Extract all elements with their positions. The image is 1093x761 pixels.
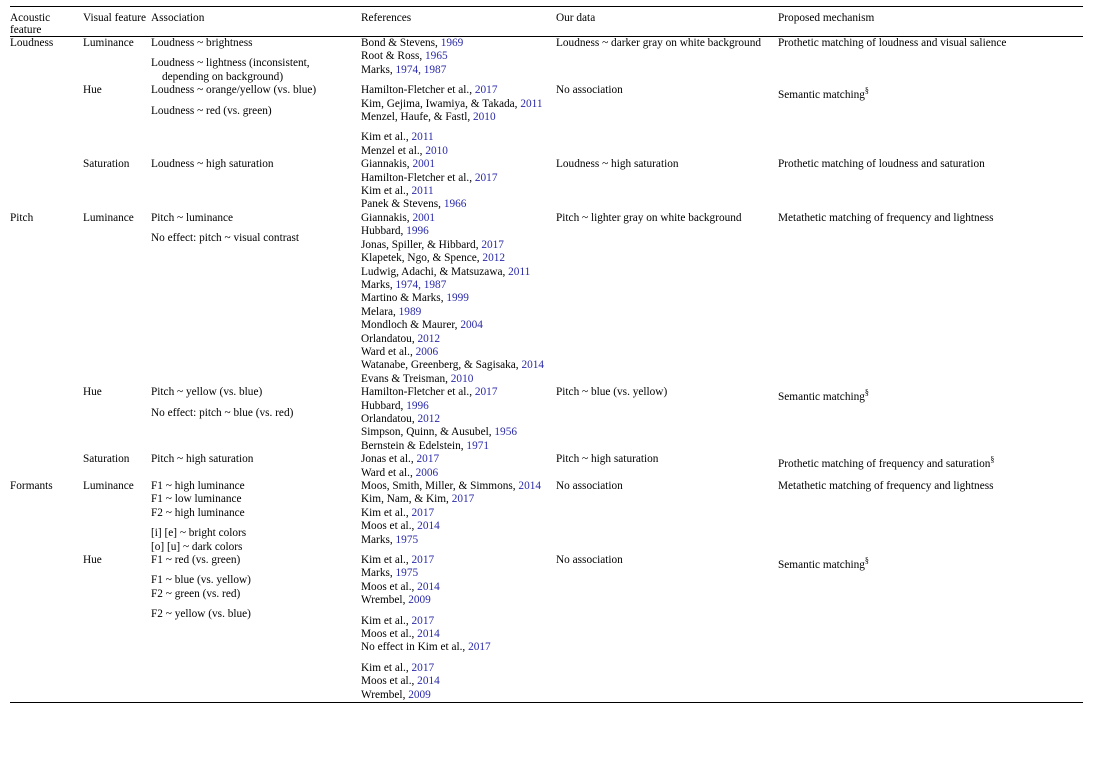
association-line: Loudness ~ red (vs. green) [151,104,272,117]
reference-entry: Orlandatou, 2012 [361,332,441,345]
reference-entry: Marks, 1975 [361,533,419,546]
reference-entry: Kim, Gejima, Iwamiya, & Takada, 2011 [361,97,543,110]
cell-proposed-mechanism: Semantic matching§ [778,86,869,101]
spacer [361,124,556,131]
reference-year-link[interactable]: 2014 [521,359,545,372]
reference-entry: Marks, 1974, 1987 [361,278,447,291]
reference-year-link[interactable]: 2009 [408,688,431,701]
reference-entry: Klapetek, Ngo, & Spence, 2012 [361,252,506,265]
reference-year-link[interactable]: 1974, 1987 [395,278,447,291]
reference-year-link[interactable]: 2017 [411,661,435,674]
association-line: F1 ~ low luminance [151,493,242,506]
association-line: F2 ~ high luminance [151,506,245,519]
reference-year-link[interactable]: 2014 [417,628,440,641]
reference-year-link[interactable]: 2012 [417,412,441,425]
reference-year-link[interactable]: 2011 [411,185,434,198]
association-line: F1 ~ blue (vs. yellow) [151,574,251,587]
cell-association [151,386,361,453]
reference-entry: Moos et al., 2014 [361,520,440,533]
reference-year-link[interactable]: 2004 [460,319,483,332]
table-row [10,453,1083,480]
association-line: [o] [u] ~ dark colors [151,540,243,553]
reference-year-link[interactable]: 2017 [416,453,440,466]
reference-year-link[interactable]: 2017 [468,641,491,654]
reference-year-link[interactable]: 2012 [482,252,506,265]
reference-year-link[interactable]: 1996 [406,225,429,238]
cell-our-data: Pitch ~ high saturation [556,453,659,466]
cell-references [361,480,556,554]
reference-entry: Wrembel, 2009 [361,594,431,607]
spacer [151,50,361,57]
reference-entry: Kim et al., 2017 [361,554,435,567]
association-table [10,6,1083,703]
reference-year-link[interactable]: 2017 [481,238,504,251]
cell-references [361,158,556,212]
cell-our-data: No association [556,84,623,97]
reference-year-link[interactable]: 2012 [417,332,441,345]
spacer [361,655,556,662]
reference-year-link[interactable]: 2017 [451,493,475,506]
reference-year-link[interactable]: 1975 [395,533,419,546]
reference-entry: Hamilton-Fletcher et al., 2017 [361,84,498,97]
cell-our-data: Pitch ~ lighter gray on white background [556,211,742,224]
reference-year-link[interactable]: 2014 [417,675,440,688]
cell-acoustic-feature: Pitch [10,211,34,224]
reference-entry: Panek & Stevens, 1966 [361,198,467,211]
table-row [10,554,1083,703]
reference-entry: Kim, Nam, & Kim, 2017 [361,493,475,506]
reference-year-link[interactable]: 2006 [415,345,439,358]
reference-entry: Kim et al., 2017 [361,614,435,627]
reference-entry: Hubbard, 1996 [361,225,429,238]
reference-entry: Marks, 1974, 1987 [361,63,447,76]
reference-year-link[interactable]: 2017 [474,171,498,184]
reference-year-link[interactable]: 2010 [473,111,496,124]
association-line: Pitch ~ high saturation [151,453,254,466]
reference-entry: Wrembel, 2009 [361,688,431,701]
cell-references [361,453,556,480]
cell-references [361,84,556,158]
cell-proposed-mechanism: Semantic matching§ [778,388,869,403]
cell-our-data: Pitch ~ blue (vs. yellow) [556,386,668,399]
cell-proposed-mechanism: Prothetic matching of loudness and saturation [778,158,985,171]
reference-entry: Giannakis, 2001 [361,158,436,171]
cell-our-data: No association [556,480,623,492]
reference-entry: Bernstein & Edelstein, 1971 [361,439,490,452]
cell-proposed-mechanism: Prothetic matching of loudness and visual salience [778,37,1007,49]
cell-visual-feature: Saturation [83,453,130,466]
spacer [151,98,361,105]
cell-references [361,37,556,85]
spacer [151,601,361,608]
reference-year-link[interactable]: 1999 [446,292,469,305]
reference-year-link[interactable]: 1966 [443,198,467,211]
spacer [361,608,556,615]
footnote-marker: § [990,455,995,465]
reference-entry: Melara, 1989 [361,305,422,318]
reference-year-link[interactable]: 2010 [450,372,474,385]
reference-entry: Evans & Treisman, 2010 [361,372,474,385]
cell-visual-feature: Saturation [83,158,130,171]
association-line: depending on background) [162,70,284,83]
reference-entry: Kim et al., 2017 [361,661,435,674]
cell-visual-feature: Luminance [83,480,134,492]
reference-entry: Kim et al., 2011 [361,185,434,198]
association-line: Loudness ~ lightness (inconsistent, [151,57,310,70]
reference-entry: Martino & Marks, 1999 [361,292,469,305]
cell-references [361,212,556,386]
reference-entry: Giannakis, 2001 [361,211,436,224]
reference-entry: Bond & Stevens, 1969 [361,37,464,49]
cell-visual-feature: Luminance [83,211,134,224]
association-line: F1 ~ red (vs. green) [151,554,241,567]
header-proposed-mechanism: Proposed mechanism [778,7,1083,37]
table-body [10,37,1083,703]
table-row [10,386,1083,453]
reference-year-link[interactable]: 2017 [474,386,498,399]
reference-year-link[interactable]: 2017 [474,84,498,97]
cell-association [151,480,361,554]
spacer [151,400,361,407]
association-line: Loudness ~ orange/yellow (vs. blue) [151,84,317,97]
cell-acoustic-feature: Loudness [10,37,54,49]
reference-entry: Jonas et al., 2017 [361,453,440,466]
footnote-marker: § [864,556,869,566]
reference-entry: Moos et al., 2014 [361,675,440,688]
cell-acoustic-feature [10,453,83,480]
reference-entry: Ward et al., 2006 [361,345,439,358]
reference-year-link[interactable]: 2011 [508,265,531,278]
cell-acoustic-feature [10,84,83,158]
table-row [10,37,1083,85]
reference-year-link[interactable]: 1969 [440,37,464,49]
reference-entry: Hubbard, 1996 [361,399,429,412]
reference-year-link[interactable]: 2014 [417,580,440,593]
reference-entry: Kim et al., 2011 [361,131,434,144]
reference-entry: Moos et al., 2014 [361,628,440,641]
reference-entry: Jonas, Spiller, & Hibbard, 2017 [361,238,504,251]
table-bottom-rule [10,703,1083,704]
reference-year-link[interactable]: 1971 [466,439,490,452]
cell-visual-feature: Luminance [83,37,134,49]
header-references: References [361,7,556,37]
spacer [151,520,361,527]
reference-entry: Orlandatou, 2012 [361,412,441,425]
reference-entry: Marks, 1975 [361,567,419,580]
association-line: Pitch ~ luminance [151,211,234,224]
header-association: Association [151,7,361,37]
reference-year-link[interactable]: 2017 [411,614,435,627]
reference-entry: Hamilton-Fletcher et al., 2017 [361,386,498,399]
association-line: Loudness ~ brightness [151,37,253,49]
cell-visual-feature: Hue [83,554,102,567]
reference-entry: Simpson, Quinn, & Ausubel, 1956 [361,426,517,439]
reference-entry: Moos et al., 2014 [361,580,440,593]
cell-proposed-mechanism: Metathetic matching of frequency and lightness [778,480,994,492]
reference-year-link[interactable]: 2014 [518,480,542,492]
cell-acoustic-feature [10,158,83,212]
reference-entry: Root & Ross, 1965 [361,50,448,63]
spacer [151,225,361,232]
reference-year-link[interactable]: 2001 [412,211,436,224]
cell-acoustic-feature [10,554,83,703]
cell-association [151,84,361,158]
association-line: [i] [e] ~ bright colors [151,527,247,540]
reference-entry: Mondloch & Maurer, 2004 [361,319,483,332]
table-row [10,212,1083,386]
reference-year-link[interactable]: 1975 [395,567,419,580]
header-our-data: Our data [556,7,778,37]
header-acoustic-feature: Acoustic feature [10,7,83,37]
reference-entry: Kim et al., 2017 [361,506,435,519]
association-line: F2 ~ yellow (vs. blue) [151,608,251,621]
footnote-marker: § [864,388,869,398]
cell-association [151,158,361,212]
reference-year-link[interactable]: 2011 [520,97,543,110]
cell-association [151,554,361,703]
cell-references [361,554,556,703]
reference-year-link[interactable]: 2010 [425,144,448,157]
reference-entry: Menzel, Haufe, & Fastl, 2010 [361,111,496,124]
cell-our-data: Loudness ~ darker gray on white background [556,37,762,49]
cell-proposed-mechanism: Prothetic matching of frequency and saturation§ [778,455,995,470]
cell-association [151,37,361,85]
cell-proposed-mechanism: Metathetic matching of frequency and lightness [778,211,994,224]
reference-year-link[interactable]: 1974, 1987 [395,63,447,76]
cell-acoustic-feature [10,386,83,453]
cell-visual-feature: Hue [83,386,102,399]
reference-year-link[interactable]: 2014 [417,520,440,533]
reference-year-link[interactable]: 2006 [415,466,439,479]
spacer [151,567,361,574]
cell-association [151,212,361,386]
reference-year-link[interactable]: 2017 [411,554,435,567]
cell-association [151,453,361,480]
cell-proposed-mechanism: Semantic matching§ [778,556,869,571]
table-row [10,158,1083,212]
table-row [10,480,1083,554]
reference-entry: No effect in Kim et al., 2017 [361,641,491,654]
cell-acoustic-feature: Formants [10,480,53,492]
cell-our-data: No association [556,554,623,567]
table-header [10,7,1083,37]
reference-entry: Moos, Smith, Miller, & Simmons, 2014 [361,480,542,492]
reference-year-link[interactable]: 2009 [408,594,431,607]
reference-entry: Watanabe, Greenberg, & Sagisaka, 2014 [361,359,545,372]
reference-year-link[interactable]: 1956 [494,426,517,439]
reference-entry: Ludwig, Adachi, & Matsuzawa, 2011 [361,265,531,278]
association-line: F1 ~ high luminance [151,480,245,492]
footnote-marker: § [864,86,869,96]
reference-year-link[interactable]: 2011 [411,131,434,144]
cell-visual-feature: Hue [83,84,102,97]
cell-references [361,386,556,453]
reference-year-link[interactable]: 1965 [425,50,448,63]
cell-our-data: Loudness ~ high saturation [556,158,679,171]
association-line: No effect: pitch ~ visual contrast [151,232,300,245]
association-line: Loudness ~ high saturation [151,158,274,171]
reference-entry: Hamilton-Fletcher et al., 2017 [361,171,498,184]
reference-year-link[interactable]: 1996 [406,399,429,412]
reference-year-link[interactable]: 1989 [398,305,422,318]
reference-entry: Ward et al., 2006 [361,466,439,479]
association-line: No effect: pitch ~ blue (vs. red) [151,406,294,419]
reference-entry: Menzel et al., 2010 [361,144,448,157]
association-line: F2 ~ green (vs. red) [151,587,241,600]
reference-year-link[interactable]: 2001 [412,158,436,171]
association-line: Pitch ~ yellow (vs. blue) [151,386,263,399]
reference-year-link[interactable]: 2017 [411,506,435,519]
header-visual-feature: Visual feature [83,7,151,37]
table-row [10,84,1083,158]
